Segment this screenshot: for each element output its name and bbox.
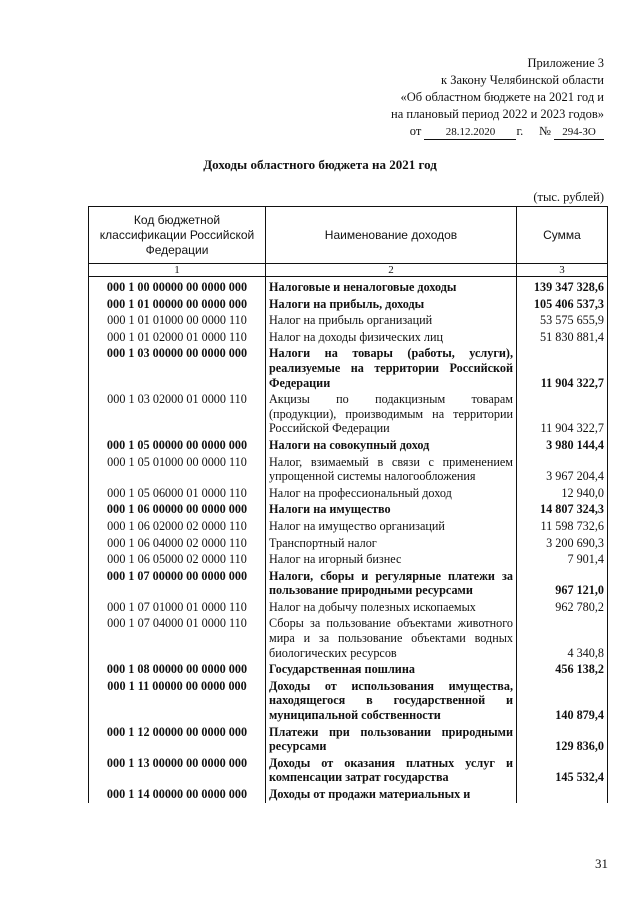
table-row bbox=[89, 786, 608, 803]
row-code: 000 1 07 00000 00 0000 000 bbox=[89, 568, 266, 599]
row-name: Налоги на товары (работы, услуги), реализуемые на территории Российской Федерации bbox=[266, 345, 517, 391]
row-code: 000 1 05 06000 01 0000 110 bbox=[89, 485, 266, 502]
table-row bbox=[89, 599, 608, 616]
row-code: 000 1 06 05000 02 0000 110 bbox=[89, 551, 266, 568]
row-amount: 129 836,0 bbox=[517, 724, 608, 755]
row-amount: 139 347 328,6 bbox=[517, 277, 608, 296]
row-name: Налог на прибыль организаций bbox=[266, 312, 517, 329]
row-amount: 7 901,4 bbox=[517, 551, 608, 568]
row-name: Сборы за пользование объектами животного мира и за пользование объектами водных биологических ресурсов bbox=[266, 615, 517, 661]
row-amount: 14 807 324,3 bbox=[517, 501, 608, 518]
revenue-table bbox=[88, 206, 608, 803]
year-suffix: г. bbox=[516, 124, 524, 138]
column-header-code: Код бюджетной классификации Российской Федерации bbox=[89, 207, 266, 264]
number-label: № bbox=[538, 124, 551, 138]
row-code: 000 1 07 04000 01 0000 110 bbox=[89, 615, 266, 661]
row-amount: 12 940,0 bbox=[517, 485, 608, 502]
row-code: 000 1 03 00000 00 0000 000 bbox=[89, 345, 266, 391]
column-header-amount: Сумма bbox=[517, 207, 608, 264]
row-name: Транспортный налог bbox=[266, 535, 517, 552]
row-name: Налоги на прибыль, доходы bbox=[266, 296, 517, 313]
row-name: Налоги на имущество bbox=[266, 501, 517, 518]
table-row bbox=[89, 345, 608, 391]
row-amount: 3 980 144,4 bbox=[517, 437, 608, 454]
row-name: Платежи при пользовании природными ресурсами bbox=[266, 724, 517, 755]
row-code: 000 1 13 00000 00 0000 000 bbox=[89, 755, 266, 786]
row-amount: 145 532,4 bbox=[517, 755, 608, 786]
row-code: 000 1 03 02000 01 0000 110 bbox=[89, 391, 266, 437]
table-row bbox=[89, 391, 608, 437]
row-amount: 4 340,8 bbox=[517, 615, 608, 661]
column-number: 1 bbox=[89, 264, 266, 277]
row-name: Налог на имущество организаций bbox=[266, 518, 517, 535]
column-number: 2 bbox=[266, 264, 517, 277]
table-row bbox=[89, 661, 608, 678]
row-code: 000 1 08 00000 00 0000 000 bbox=[89, 661, 266, 678]
row-name: Налог на добычу полезных ископаемых bbox=[266, 599, 517, 616]
row-amount: 3 200 690,3 bbox=[517, 535, 608, 552]
table-row bbox=[89, 329, 608, 346]
row-name: Налог, взимаемый в связи с применением упрощенной системы налогообложения bbox=[266, 454, 517, 485]
row-amount bbox=[517, 786, 608, 803]
row-amount: 51 830 881,4 bbox=[517, 329, 608, 346]
table-body bbox=[89, 277, 608, 803]
row-name: Налоги на совокупный доход bbox=[266, 437, 517, 454]
row-code: 000 1 11 00000 00 0000 000 bbox=[89, 678, 266, 724]
table-row bbox=[89, 485, 608, 502]
table-row bbox=[89, 501, 608, 518]
table-row bbox=[89, 535, 608, 552]
appendix-header bbox=[391, 55, 604, 140]
row-code: 000 1 06 00000 00 0000 000 bbox=[89, 501, 266, 518]
law-number: 294-ЗО bbox=[554, 126, 604, 140]
table-row bbox=[89, 296, 608, 313]
row-name: Доходы от продажи материальных и bbox=[266, 786, 517, 803]
row-code: 000 1 00 00000 00 0000 000 bbox=[89, 277, 266, 296]
page-title: Доходы областного бюджета на 2021 год bbox=[203, 157, 437, 172]
row-name: Налог на игорный бизнес bbox=[266, 551, 517, 568]
table-row bbox=[89, 312, 608, 329]
units-label: (тыс. рублей) bbox=[533, 190, 604, 204]
table-row bbox=[89, 755, 608, 786]
row-amount: 967 121,0 bbox=[517, 568, 608, 599]
row-amount: 105 406 537,3 bbox=[517, 296, 608, 313]
row-name: Акцизы по подакцизным товарам (продукции), производимым на территории Российской Федерации bbox=[266, 391, 517, 437]
row-code: 000 1 06 04000 02 0000 110 bbox=[89, 535, 266, 552]
row-code: 000 1 07 01000 01 0000 110 bbox=[89, 599, 266, 616]
row-code: 000 1 01 02000 01 0000 110 bbox=[89, 329, 266, 346]
table-row bbox=[89, 615, 608, 661]
table-row bbox=[89, 678, 608, 724]
row-amount: 140 879,4 bbox=[517, 678, 608, 724]
page-number: 31 bbox=[595, 856, 608, 871]
date-value: 28.12.2020 bbox=[424, 126, 516, 140]
date-number-line bbox=[391, 123, 604, 140]
table-row bbox=[89, 437, 608, 454]
row-amount: 53 575 655,9 bbox=[517, 312, 608, 329]
row-amount: 11 598 732,6 bbox=[517, 518, 608, 535]
row-code: 000 1 06 02000 02 0000 110 bbox=[89, 518, 266, 535]
row-code: 000 1 05 01000 00 0000 110 bbox=[89, 454, 266, 485]
row-name: Доходы от оказания платных услуг и компенсации затрат государства bbox=[266, 755, 517, 786]
row-code: 000 1 01 01000 00 0000 110 bbox=[89, 312, 266, 329]
row-name: Налог на профессиональный доход bbox=[266, 485, 517, 502]
row-amount: 11 904 322,7 bbox=[517, 391, 608, 437]
table-row bbox=[89, 724, 608, 755]
from-label: от bbox=[409, 124, 422, 138]
column-number: 3 bbox=[517, 264, 608, 277]
column-header-name: Наименование доходов bbox=[266, 207, 517, 264]
row-code: 000 1 01 00000 00 0000 000 bbox=[89, 296, 266, 313]
row-code: 000 1 14 00000 00 0000 000 bbox=[89, 786, 266, 803]
table-row bbox=[89, 454, 608, 485]
row-code: 000 1 12 00000 00 0000 000 bbox=[89, 724, 266, 755]
law-line: к Закону Челябинской области bbox=[441, 73, 604, 87]
row-name: Налоговые и неналоговые доходы bbox=[266, 277, 517, 296]
row-code: 000 1 05 00000 00 0000 000 bbox=[89, 437, 266, 454]
table-row bbox=[89, 551, 608, 568]
table-row bbox=[89, 277, 608, 296]
row-name: Налог на доходы физических лиц bbox=[266, 329, 517, 346]
row-name: Государственная пошлина bbox=[266, 661, 517, 678]
row-amount: 3 967 204,4 bbox=[517, 454, 608, 485]
appendix-label: Приложение 3 bbox=[527, 56, 604, 70]
period-line: на плановый период 2022 и 2023 годов» bbox=[391, 107, 604, 121]
row-name: Доходы от использования имущества, находящегося в государственной и муниципальной собственности bbox=[266, 678, 517, 724]
row-amount: 456 138,2 bbox=[517, 661, 608, 678]
row-amount: 11 904 322,7 bbox=[517, 345, 608, 391]
row-name: Налоги, сборы и регулярные платежи за пользование природными ресурсами bbox=[266, 568, 517, 599]
table-row bbox=[89, 518, 608, 535]
row-amount: 962 780,2 bbox=[517, 599, 608, 616]
budget-line: «Об областном бюджете на 2021 год и bbox=[400, 90, 604, 104]
table-row bbox=[89, 568, 608, 599]
